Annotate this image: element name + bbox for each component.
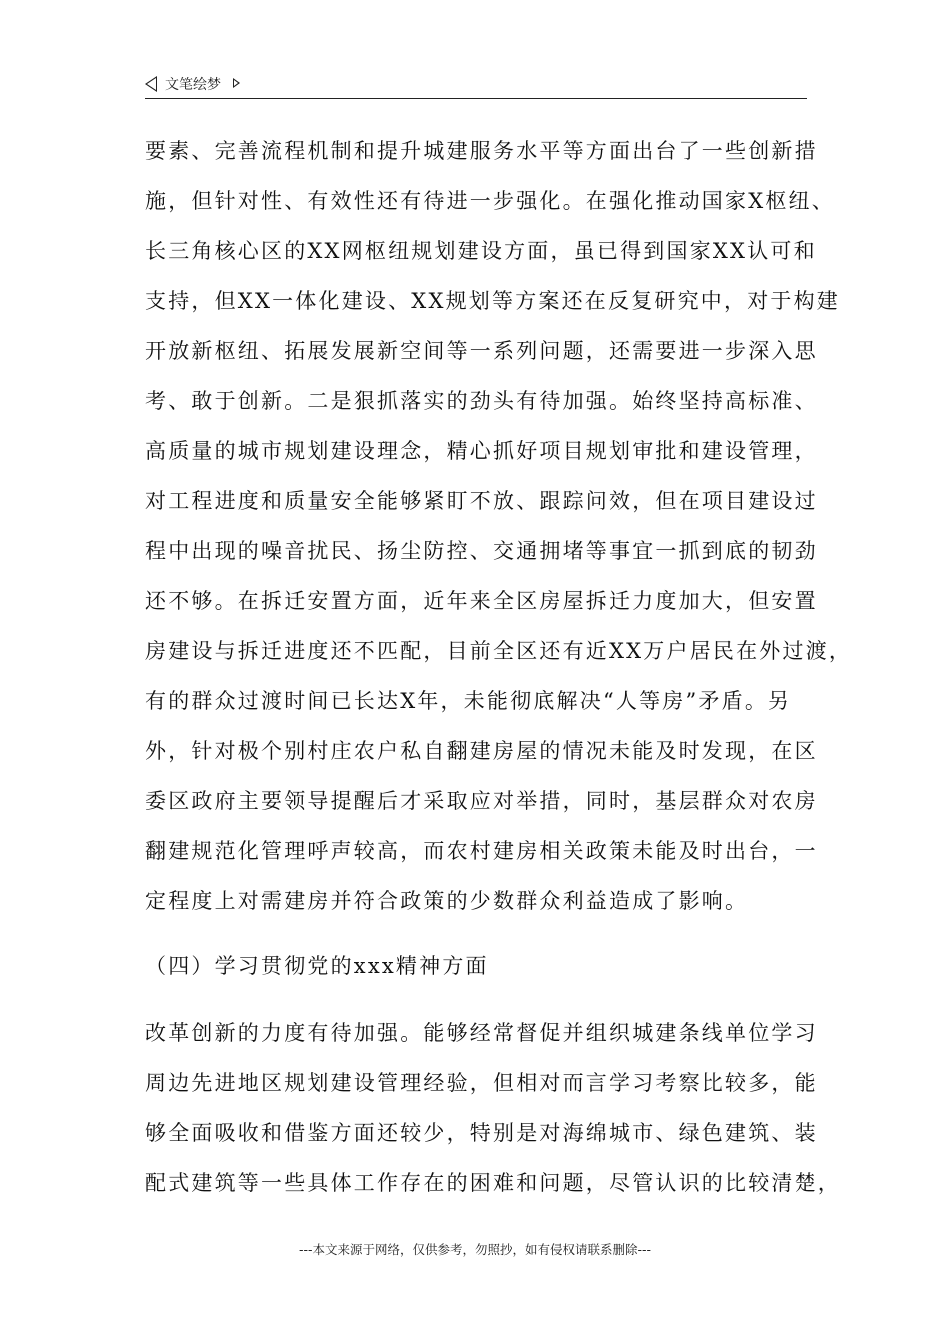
body-line: 考、敢于创新。二是狠抓落实的劲头有待加强。始终坚持高标准、 [145, 389, 818, 413]
body-line: 还不够。在拆迁安置方面，近年来全区房屋拆迁力度加大，但安置 [145, 589, 818, 613]
body-line: 翻建规范化管理呼声较高，而农村建房相关政策未能及时出台，一 [145, 839, 818, 863]
triangle-right-icon [233, 78, 240, 88]
body-line: 施，但针对性、有效性还有待进一步强化。在强化推动国家X枢纽、 [145, 189, 835, 213]
section-line: 周边先进地区规划建设管理经验，但相对而言学习考察比较多，能 [145, 1071, 818, 1095]
body-line: 高质量的城市规划建设理念，精心抓好项目规划审批和建设管理， [145, 439, 818, 463]
body-line: 定程度上对需建房并符合政策的少数群众利益造成了影响。 [145, 889, 749, 913]
footer-disclaimer: ---本文来源于网络，仅供参考，勿照抄，如有侵权请联系删除--- [298, 1242, 652, 1257]
page-header [145, 72, 807, 99]
body-line: 外，针对极个别村庄农户私自翻建房屋的情况未能及时发现，在区 [145, 739, 818, 763]
body-line: 程中出现的噪音扰民、扬尘防控、交通拥堵等事宜一抓到底的韧劲 [145, 539, 818, 563]
section-line: 配式建筑等一些具体工作存在的困难和问题，尽管认识的比较清楚， [145, 1171, 841, 1195]
body-line: 要素、完善流程机制和提升城建服务水平等方面出台了一些创新措 [145, 139, 818, 163]
body-line: 委区政府主要领导提醒后才采取应对举措，同时，基层群众对农房 [145, 789, 818, 813]
body-line: 房建设与拆迁进度还不匹配，目前全区还有近XX万户居民在外过渡， [145, 639, 853, 663]
section-line: 改革创新的力度有待加强。能够经常督促并组织城建条线单位学习 [145, 1021, 818, 1045]
section-heading: （四）学习贯彻党的xxx精神方面 [145, 954, 489, 978]
body-line: 支持，但XX一体化建设、XX规划等方案还在反复研究中，对于构建 [145, 289, 840, 313]
body-line: 开放新枢纽、拓展发展新空间等一系列问题，还需要进一步深入思 [145, 339, 818, 363]
triangle-left-icon [145, 76, 157, 92]
section-line: 够全面吸收和借鉴方面还较少，特别是对海绵城市、绿色建筑、装 [145, 1121, 818, 1145]
body-line: 长三角核心区的XX网枢纽规划建设方面，虽已得到国家XX认可和 [145, 239, 817, 263]
body-line: 有的群众过渡时间已长达X年，未能彻底解决“人等房”矛盾。另 [145, 689, 792, 713]
body-line: 对工程进度和质量安全能够紧盯不放、跟踪问效，但在项目建设过 [145, 489, 818, 513]
header-brand: 文笔绘梦 [165, 77, 221, 93]
